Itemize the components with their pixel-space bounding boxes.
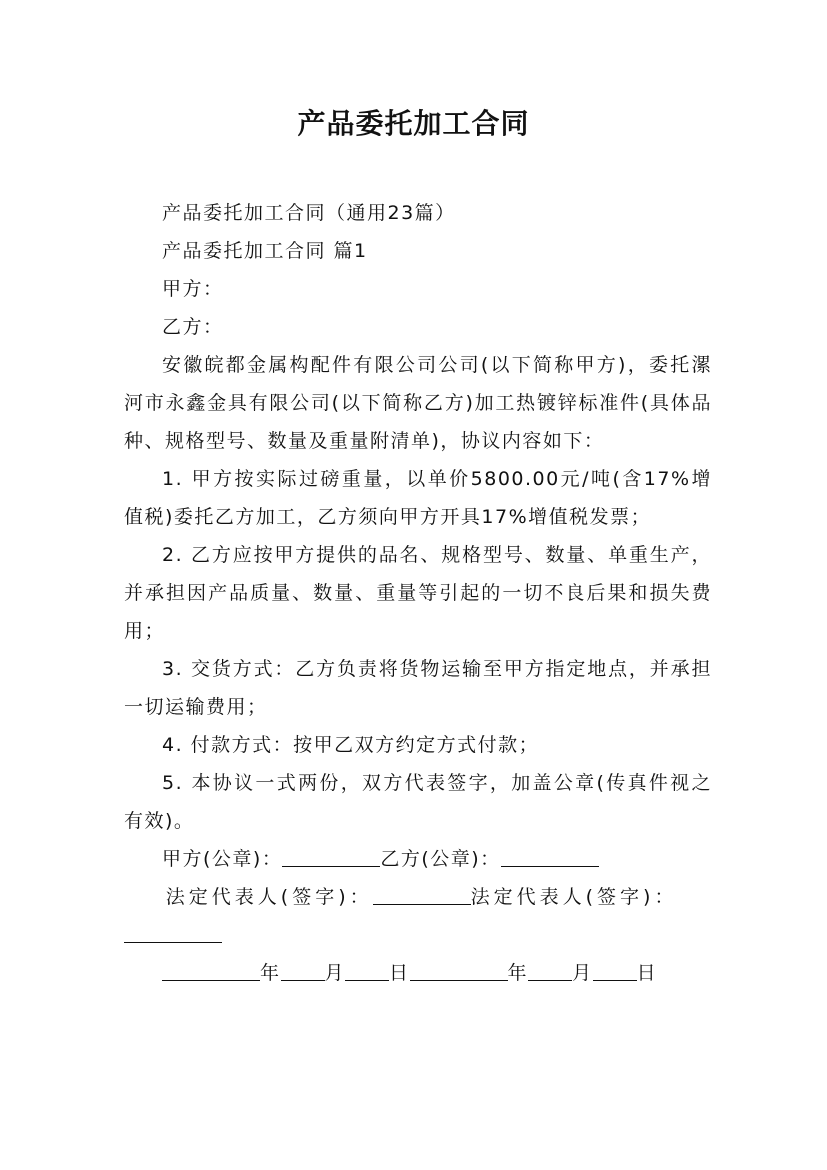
seal-line bbox=[124, 840, 712, 878]
party-a-seal-label: 甲方(公章)： bbox=[162, 848, 283, 870]
party-b-seal-label: 乙方(公章)： bbox=[380, 848, 501, 870]
party-b-line: 乙方： bbox=[162, 316, 224, 338]
rep-b-label: 法定代表人(签字)： bbox=[470, 886, 678, 908]
clause-5: 5. 本协议一式两份，双方代表签字，加盖公章(传真件视之有效)。 bbox=[124, 772, 712, 832]
rep-a-label: 法定代表人(签字)： bbox=[165, 886, 373, 908]
day-a-label: 日 bbox=[389, 962, 410, 984]
clause-3: 3. 交货方式：乙方负责将货物运输至甲方指定地点，并承担一切运输费用； bbox=[124, 658, 712, 718]
party-a-seal-blank bbox=[282, 842, 380, 867]
day-a-blank bbox=[345, 956, 389, 981]
year-a-blank bbox=[162, 956, 260, 981]
party-a-line: 甲方： bbox=[162, 278, 224, 300]
intro-paragraph: 安徽皖都金属构配件有限公司公司(以下简称甲方)，委托漯河市永鑫金具有限公司(以下简称乙方)加工热镀锌标准件(具体品种、规格型号、数量及重量附清单)，协议内容如下： bbox=[124, 354, 712, 452]
day-b-label: 日 bbox=[636, 962, 658, 984]
document-title: 产品委托加工合同 bbox=[297, 107, 530, 140]
day-b-blank bbox=[593, 956, 637, 981]
subtitle-line: 产品委托加工合同（通用23篇） bbox=[162, 202, 456, 224]
document-body bbox=[124, 194, 712, 992]
chapter-line: 产品委托加工合同 篇1 bbox=[162, 240, 368, 262]
month-b-blank bbox=[528, 956, 572, 981]
clause-1: 1. 甲方按实际过磅重量，以单价5800.00元/吨(含17%增值税)委托乙方加工，乙方须向甲方开具17%增值税发票； bbox=[124, 468, 712, 528]
year-b-label: 年 bbox=[507, 962, 529, 984]
month-a-blank bbox=[281, 956, 325, 981]
month-a-label: 月 bbox=[324, 962, 346, 984]
year-b-blank bbox=[410, 956, 508, 981]
clause-2: 2. 乙方应按甲方提供的品名、规格型号、数量、单重生产，并承担因产品质量、数量、重量等引起的一切不良后果和损失费用； bbox=[124, 544, 712, 642]
rep-a-blank bbox=[373, 880, 471, 905]
month-b-label: 月 bbox=[572, 962, 593, 984]
clause-4: 4. 付款方式：按甲乙双方约定方式付款； bbox=[162, 734, 540, 756]
date-line bbox=[124, 954, 712, 992]
year-a-label: 年 bbox=[260, 962, 281, 984]
party-b-seal-blank bbox=[501, 842, 599, 867]
representative-line bbox=[124, 878, 712, 954]
rep-b-blank bbox=[124, 918, 222, 943]
